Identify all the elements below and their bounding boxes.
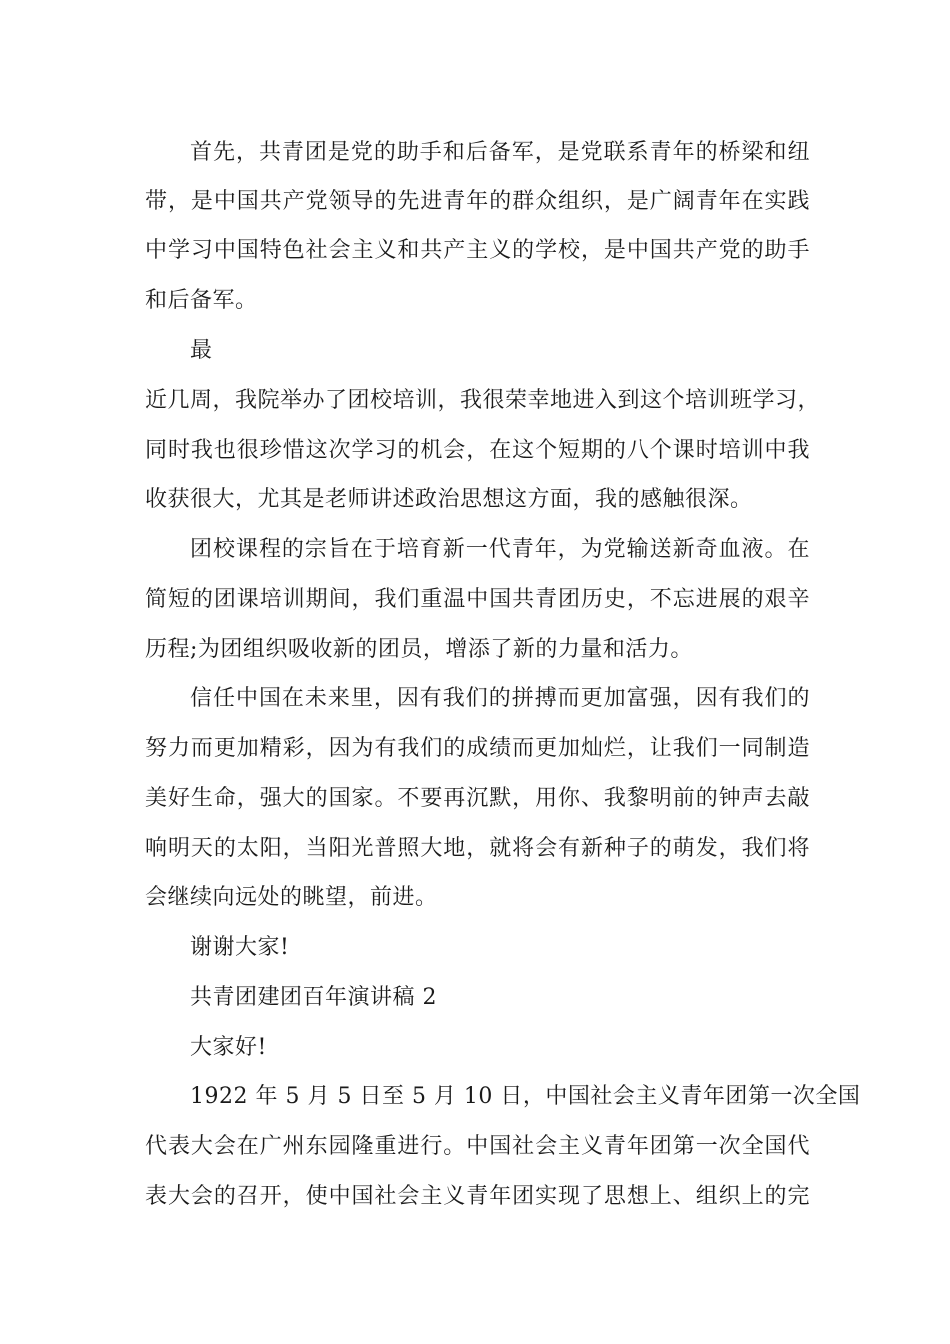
- paragraph-line: 简短的团课培训期间，我们重温中国共青团历史，不忘进展的艰辛: [145, 587, 810, 612]
- paragraph-line: 首先，共青团是党的助手和后备军，是党联系青年的桥梁和纽: [190, 140, 810, 165]
- paragraph-line: 最: [190, 338, 213, 363]
- greeting-line: 大家好!: [190, 1035, 267, 1060]
- paragraph-line: 努力而更加精彩，因为有我们的成绩而更加灿烂，让我们一同制造: [145, 736, 810, 761]
- paragraph-line: 信任中国在未来里，因有我们的拼搏而更加富强，因有我们的: [190, 686, 810, 711]
- paragraph-line: 中学习中国特色社会主义和共产主义的学校，是中国共产党的助手: [145, 238, 810, 263]
- paragraph-line: 表大会的召开，使中国社会主义青年团实现了思想上、组织上的完: [145, 1184, 810, 1209]
- paragraph-line: 响明天的太阳，当阳光普照大地，就将会有新种子的萌发，我们将: [145, 836, 810, 861]
- paragraph-line: 近几周，我院举办了团校培训，我很荣幸地进入到这个培训班学习，: [145, 388, 821, 413]
- paragraph-line: 1922 年 5 月 5 日至 5 月 10 日，中国社会主义青年团第一次全国: [190, 1084, 861, 1109]
- paragraph-line: 历程;为团组织吸收新的团员，增添了新的力量和活力。: [145, 637, 693, 662]
- paragraph-line: 和后备军。: [145, 288, 258, 313]
- paragraph-line: 会继续向远处的眺望，前进。: [145, 885, 438, 910]
- paragraph-line: 代表大会在广州东园隆重进行。中国社会主义青年团第一次全国代: [145, 1134, 810, 1159]
- closing-line: 谢谢大家!: [190, 935, 290, 960]
- paragraph-line: 收获很大，尤其是老师讲述政治思想这方面，我的感触很深。: [145, 487, 753, 512]
- paragraph-line: 团校课程的宗旨在于培育新一代青年，为党输送新奇血液。在: [190, 537, 810, 562]
- section-heading: 共青团建团百年演讲稿 2: [190, 985, 437, 1010]
- paragraph-line: 同时我也很珍惜这次学习的机会，在这个短期的八个课时培训中我: [145, 438, 810, 463]
- paragraph-line: 带，是中国共产党领导的先进青年的群众组织，是广阔青年在实践: [145, 189, 810, 214]
- paragraph-line: 美好生命，强大的国家。不要再沉默，用你、我黎明前的钟声去敲: [145, 786, 810, 811]
